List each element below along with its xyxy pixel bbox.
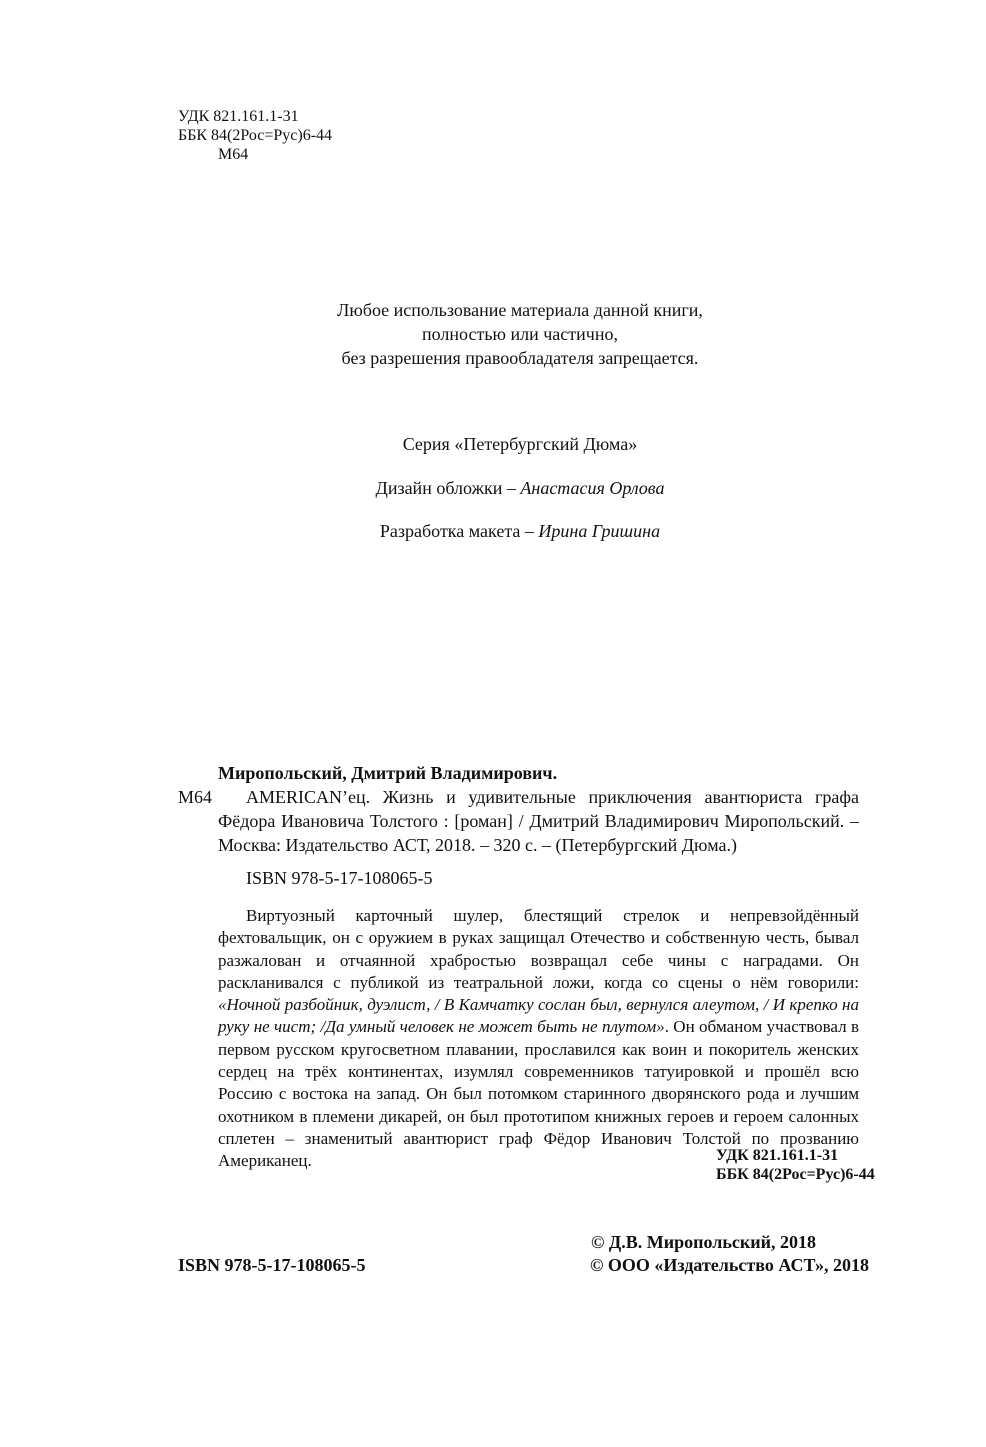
cover-design-credit [293,476,747,500]
annotation [218,905,859,1173]
copyright-author: © Д.В. Миропольский, 2018 [590,1232,816,1252]
udk-code-bottom: УДК 821.161.1-31 [716,1147,839,1164]
bbk-code-top: ББК 84(2Рос=Рус)6-44 [178,127,333,144]
bbk-code-bottom: ББК 84(2Рос=Рус)6-44 [716,1166,875,1183]
annotation-text-end: . Он обманом участвовал в первом русском кругосветном плавании, прославился как воин и покоритель женских сердец на трёх континентах, изумлял современников татуировкой и прошёл всю Россию с востока на запад. Он был потомком старинного дворянского рода и лучшим охотником в племени дикарей, он был прототипом книжных героев и героем салонных сплетен – знаменитый авантюрист граф Фёдор Иванович Толстой по прозванию Американец. [218,1017,859,1171]
author-mark: М64 [178,787,213,807]
layout-label: Разработка макета – [379,521,539,541]
copyright-publisher: © ООО «Издательство АСТ», 2018 [589,1255,869,1275]
copyright-notice-line: без разрешения правообладателя запрещается. [341,348,699,368]
author-mark-top: М64 [218,146,249,163]
udk-code-top: УДК 821.161.1-31 [178,108,299,125]
isbn-line: ISBN 978-5-17-108065-5 [246,868,433,888]
annotation-text: Виртуозный карточный шулер, блестящий стрелок и непревзойдённый фехтовальщик, он с оружием в руках защищал Отечество и собственную честь, бывал разжалован и отчаянной храбростью возвращал себе чины с наградами. Он раскланивался с публикой из театральной ложи, когда со сцены о нём говорили: [218,906,859,992]
copyright-notice-line: полностью или частично, [422,324,618,344]
bibliographic-desc-first-line: AMERICAN’ец. Жизнь и удивительные приключения авантюриста графа [246,787,859,807]
copyright-notice [293,298,747,370]
cover-designer-name: Анастасия Орлова [520,478,665,498]
bibliographic-desc: Фёдора Ивановича Толстого : [роман] / Дмитрий Владимирович Миропольский. – Москва: Издательство АСТ, 2018. – 320 с. – (Петербургский Дюма.) [218,811,859,855]
series-line: Серия «Петербургский Дюма» [402,434,638,454]
layout-credit [293,519,747,543]
cover-design-label: Дизайн обложки – [375,478,521,498]
footer-isbn: ISBN 978-5-17-108065-5 [178,1255,366,1275]
copyright-notice-line: Любое использование материала данной книги, [337,300,703,320]
author-heading: Миропольский, Дмитрий Владимирович. [218,763,558,783]
layout-designer-name: Ирина Гришина [538,521,661,541]
annotation-quote: «Ночной разбойник, дуэлист, / В Камчатку сослан был, вернулся алеутом, / И крепко на руку не чист; /Да умный человек не может быть не плутом» [218,995,859,1037]
